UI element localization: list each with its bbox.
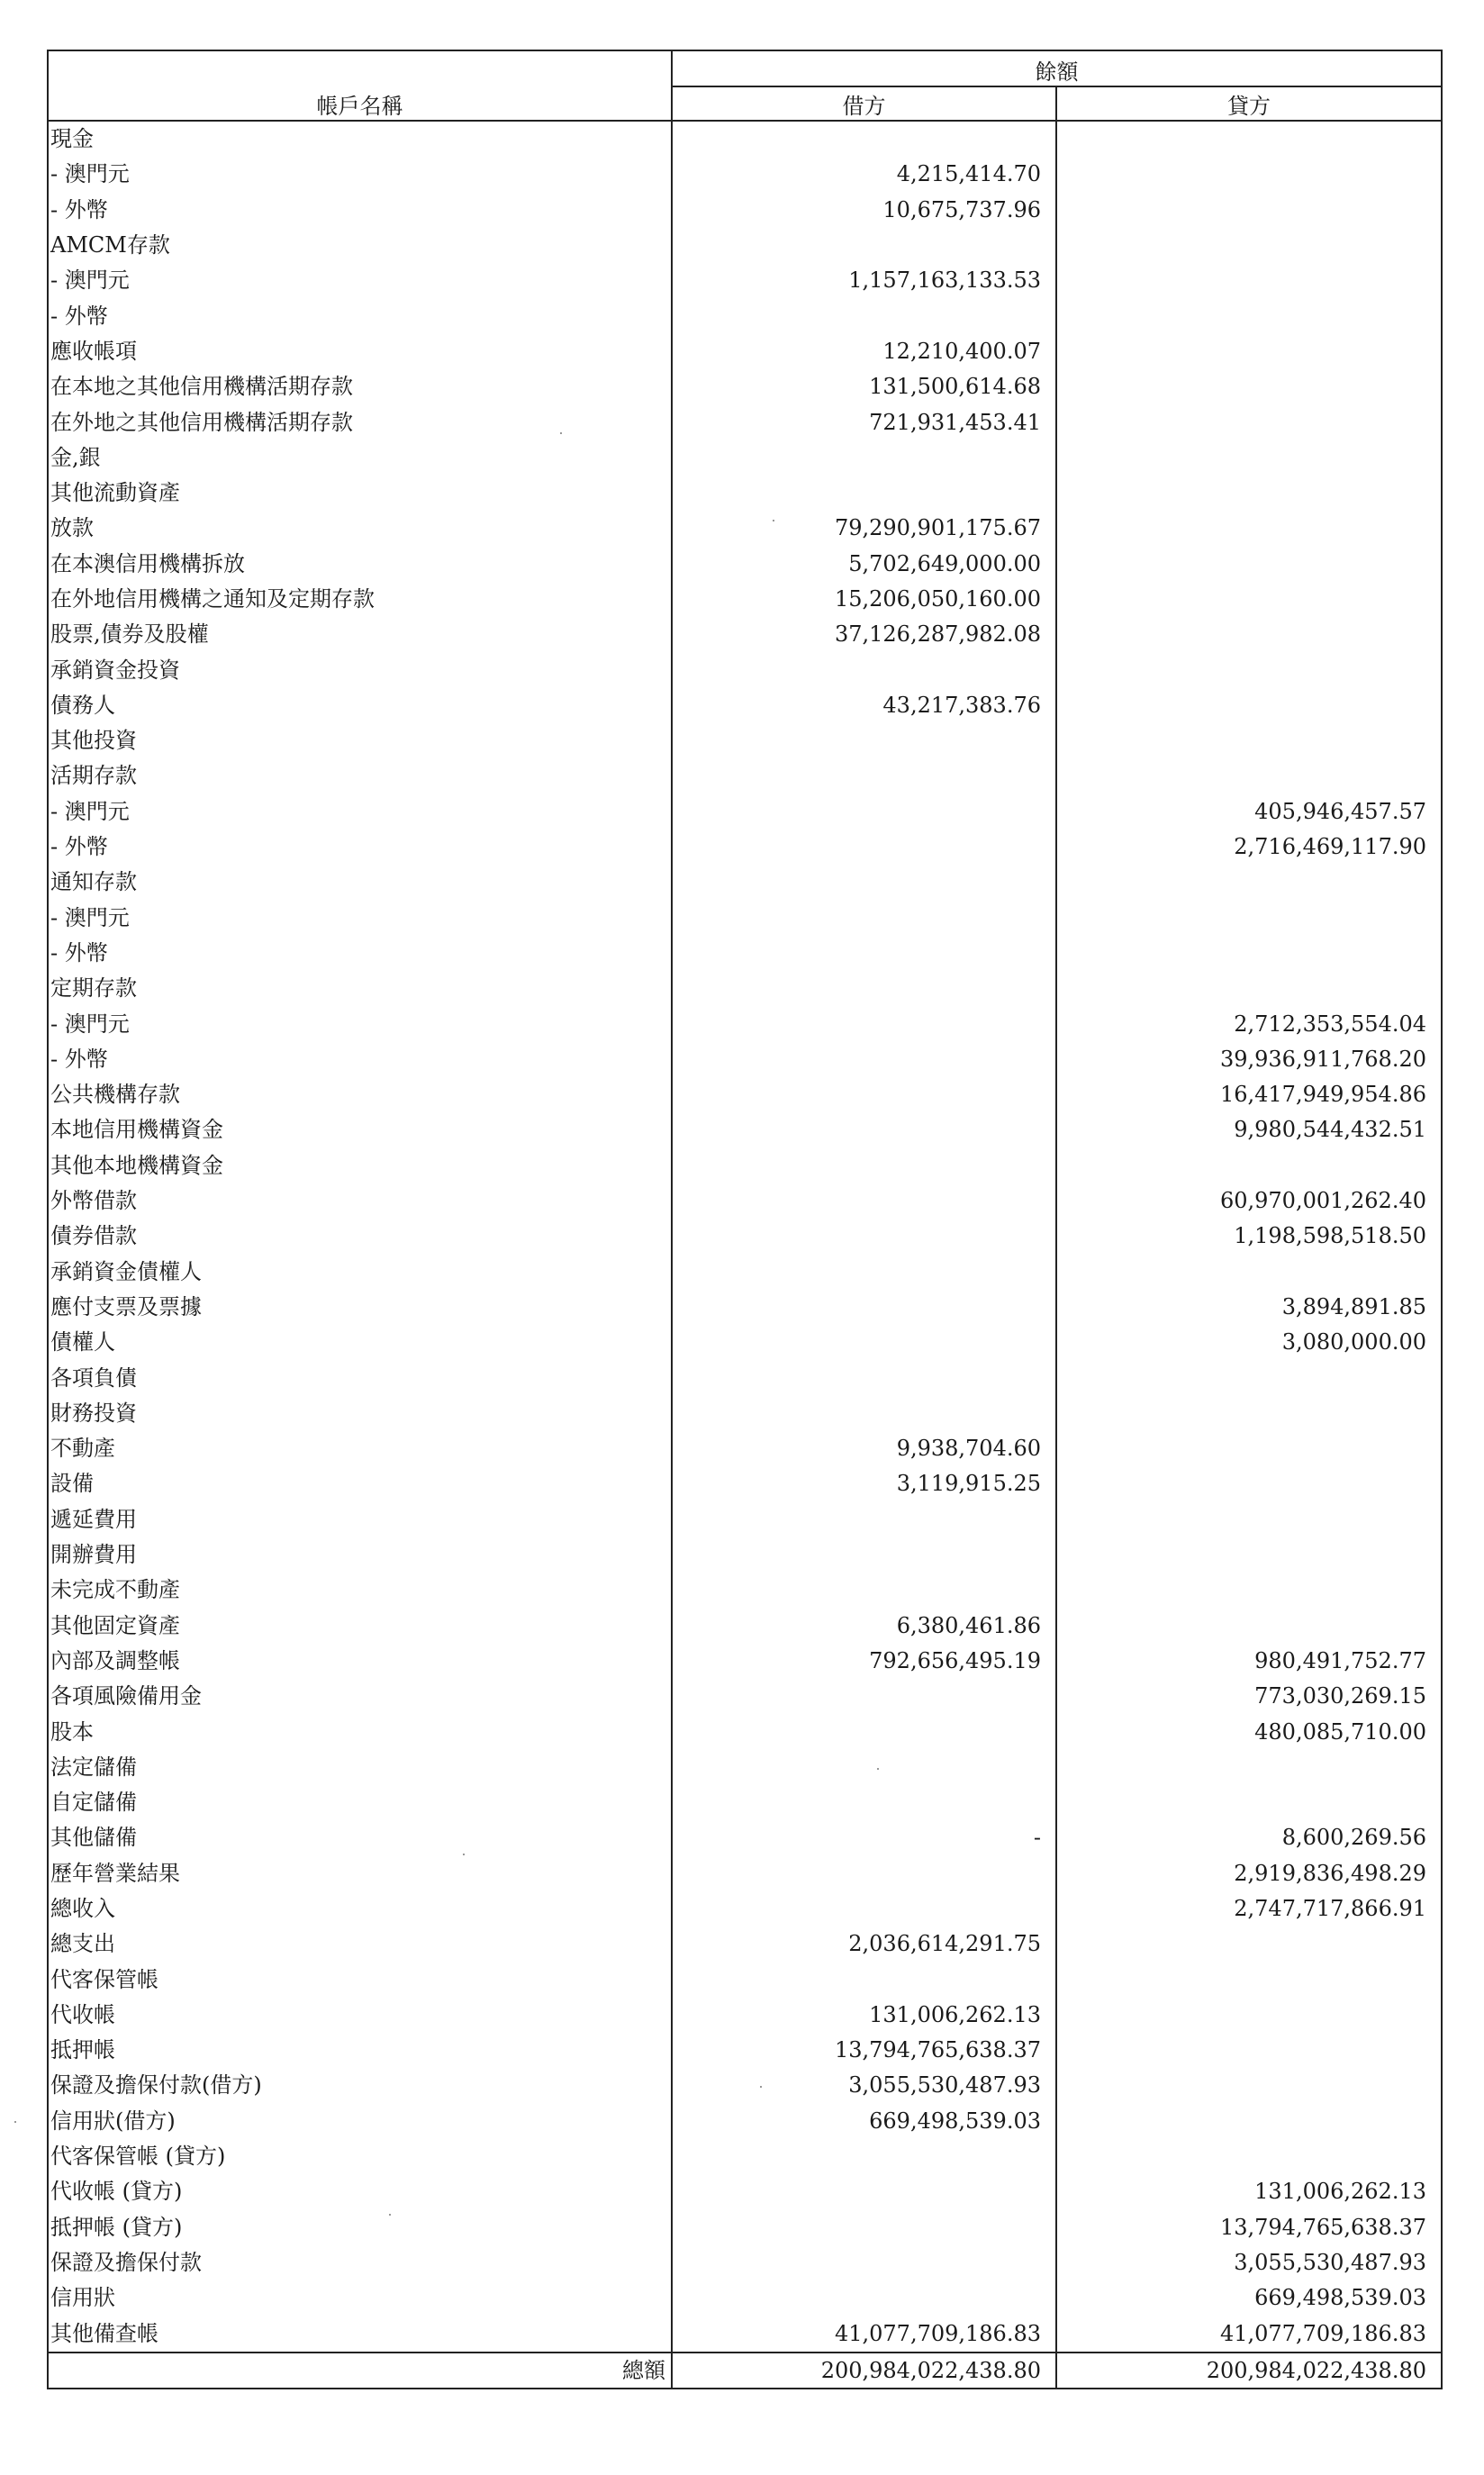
total-row xyxy=(48,2353,1442,2389)
account-name-cell: 保證及擔保付款 xyxy=(48,2245,672,2280)
credit-cell xyxy=(1056,1573,1442,1608)
table-row xyxy=(48,334,1442,369)
credit-cell xyxy=(1056,2104,1442,2139)
account-name-cell: 信用狀 xyxy=(48,2280,672,2316)
table-row xyxy=(48,971,1442,1006)
debit-cell xyxy=(672,1042,1056,1077)
account-name-cell: 歷年營業結果 xyxy=(48,1856,672,1891)
credit-cell: 480,085,710.00 xyxy=(1056,1714,1442,1749)
credit-cell: 2,712,353,554.04 xyxy=(1056,1006,1442,1041)
credit-cell xyxy=(1056,971,1442,1006)
account-name-cell: 其他儲備 xyxy=(48,1820,672,1855)
account-name-cell: 外幣借款 xyxy=(48,1183,672,1219)
debit-cell xyxy=(672,1148,1056,1183)
credit-cell xyxy=(1056,334,1442,369)
table-row xyxy=(48,794,1442,830)
credit-cell xyxy=(1056,1998,1442,2033)
credit-cell xyxy=(1056,440,1442,476)
debit-cell xyxy=(672,1112,1056,1147)
header-blank-cell xyxy=(48,50,672,86)
credit-cell xyxy=(1056,1148,1442,1183)
account-name-cell: 債權人 xyxy=(48,1325,672,1360)
table-row xyxy=(48,1396,1442,1431)
account-name-cell: 代客保管帳 xyxy=(48,1962,672,1997)
table-row xyxy=(48,157,1442,192)
table-row xyxy=(48,2068,1442,2103)
account-name-cell: 股票,債券及股權 xyxy=(48,617,672,652)
credit-cell xyxy=(1056,369,1442,404)
debit-cell xyxy=(672,476,1056,511)
credit-cell xyxy=(1056,547,1442,582)
credit-cell: 773,030,269.15 xyxy=(1056,1679,1442,1714)
account-name-cell: 總支出 xyxy=(48,1927,672,1962)
table-row xyxy=(48,298,1442,333)
header-row-top xyxy=(48,50,1442,86)
table-row xyxy=(48,723,1442,758)
debit-cell: 1,157,163,133.53 xyxy=(672,263,1056,298)
account-name-header: 帳戶名稱 xyxy=(48,86,672,121)
credit-cell xyxy=(1056,688,1442,723)
credit-cell xyxy=(1056,157,1442,192)
credit-cell xyxy=(1056,263,1442,298)
debit-cell xyxy=(672,1891,1056,1927)
table-row xyxy=(48,369,1442,404)
account-name-cell: 在外地之其他信用機構活期存款 xyxy=(48,404,672,440)
account-name-cell: 保證及擔保付款(借方) xyxy=(48,2068,672,2103)
table-row xyxy=(48,865,1442,900)
debit-cell xyxy=(672,1325,1056,1360)
credit-cell: 9,980,544,432.51 xyxy=(1056,1112,1442,1147)
table-row xyxy=(48,404,1442,440)
debit-cell xyxy=(672,1856,1056,1891)
table-row xyxy=(48,121,1442,157)
account-name-cell: AMCM存款 xyxy=(48,228,672,263)
debit-cell xyxy=(672,1714,1056,1749)
account-name-cell: 在本地之其他信用機構活期存款 xyxy=(48,369,672,404)
table-row xyxy=(48,1785,1442,1820)
trial-balance-sheet xyxy=(47,50,1441,2389)
table-row xyxy=(48,193,1442,228)
account-name-cell: 股本 xyxy=(48,1714,672,1749)
credit-cell: 980,491,752.77 xyxy=(1056,1644,1442,1679)
debit-cell: 10,675,737.96 xyxy=(672,193,1056,228)
table-row xyxy=(48,1679,1442,1714)
credit-header: 貸方 xyxy=(1056,86,1442,121)
debit-cell: 37,126,287,982.08 xyxy=(672,617,1056,652)
account-name-cell: 各項風險備用金 xyxy=(48,1679,672,1714)
scan-speck xyxy=(14,2121,16,2123)
debit-cell xyxy=(672,1537,1056,1573)
account-name-cell: 代收帳 xyxy=(48,1998,672,2033)
account-name-cell: 抵押帳 (貸方) xyxy=(48,2210,672,2245)
credit-cell xyxy=(1056,476,1442,511)
table-row xyxy=(48,2210,1442,2245)
debit-cell xyxy=(672,1360,1056,1395)
debit-cell: 669,498,539.03 xyxy=(672,2104,1056,2139)
debit-cell xyxy=(672,794,1056,830)
account-name-cell: 定期存款 xyxy=(48,971,672,1006)
account-name-cell: 不動產 xyxy=(48,1431,672,1466)
debit-cell: 43,217,383.76 xyxy=(672,688,1056,723)
table-row xyxy=(48,1219,1442,1254)
trial-balance-table xyxy=(47,50,1443,2389)
debit-cell xyxy=(672,1502,1056,1537)
table-row xyxy=(48,1431,1442,1466)
credit-cell xyxy=(1056,617,1442,652)
debit-cell xyxy=(672,1077,1056,1112)
account-name-cell: 內部及調整帳 xyxy=(48,1644,672,1679)
debit-cell: 2,036,614,291.75 xyxy=(672,1927,1056,1962)
credit-cell xyxy=(1056,1396,1442,1431)
account-name-cell: 放款 xyxy=(48,511,672,546)
credit-cell xyxy=(1056,936,1442,971)
credit-cell: 3,894,891.85 xyxy=(1056,1290,1442,1325)
account-name-cell: 承銷資金投資 xyxy=(48,652,672,687)
debit-cell xyxy=(672,830,1056,865)
debit-cell: 15,206,050,160.00 xyxy=(672,582,1056,617)
account-name-cell: 開辦費用 xyxy=(48,1537,672,1573)
table-row xyxy=(48,511,1442,546)
credit-cell: 13,794,765,638.37 xyxy=(1056,2210,1442,2245)
credit-cell: 669,498,539.03 xyxy=(1056,2280,1442,2316)
header-row-bottom xyxy=(48,86,1442,121)
debit-cell xyxy=(672,1962,1056,1997)
account-name-cell: - 澳門元 xyxy=(48,794,672,830)
credit-cell: 39,936,911,768.20 xyxy=(1056,1042,1442,1077)
debit-cell xyxy=(672,652,1056,687)
debit-cell: 131,500,614.68 xyxy=(672,369,1056,404)
credit-cell: 60,970,001,262.40 xyxy=(1056,1183,1442,1219)
account-name-cell: 各項負債 xyxy=(48,1360,672,1395)
account-name-cell: 抵押帳 xyxy=(48,2033,672,2068)
debit-cell: 9,938,704.60 xyxy=(672,1431,1056,1466)
table-row xyxy=(48,1255,1442,1290)
credit-cell xyxy=(1056,298,1442,333)
debit-cell xyxy=(672,1290,1056,1325)
table-row xyxy=(48,1927,1442,1962)
table-row xyxy=(48,1290,1442,1325)
credit-cell: 3,055,530,487.93 xyxy=(1056,2245,1442,2280)
account-name-cell: - 澳門元 xyxy=(48,1006,672,1041)
account-name-cell: 財務投資 xyxy=(48,1396,672,1431)
table-row xyxy=(48,2316,1442,2352)
table-row xyxy=(48,1962,1442,1997)
credit-cell: 1,198,598,518.50 xyxy=(1056,1219,1442,1254)
account-name-cell: - 外幣 xyxy=(48,936,672,971)
table-row xyxy=(48,617,1442,652)
debit-cell: 41,077,709,186.83 xyxy=(672,2316,1056,2352)
table-row xyxy=(48,2139,1442,2174)
account-name-cell: 在本澳信用機構拆放 xyxy=(48,547,672,582)
credit-cell xyxy=(1056,652,1442,687)
account-name-cell: 其他本地機構資金 xyxy=(48,1148,672,1183)
table-row xyxy=(48,263,1442,298)
debit-cell xyxy=(672,758,1056,793)
debit-cell xyxy=(672,121,1056,157)
credit-cell xyxy=(1056,1466,1442,1501)
table-row xyxy=(48,476,1442,511)
table-row xyxy=(48,1112,1442,1147)
credit-cell xyxy=(1056,1750,1442,1785)
debit-cell xyxy=(672,2280,1056,2316)
total-label: 總額 xyxy=(48,2353,672,2389)
credit-cell xyxy=(1056,901,1442,936)
debit-cell: 79,290,901,175.67 xyxy=(672,511,1056,546)
credit-cell xyxy=(1056,582,1442,617)
account-name-cell: 金,銀 xyxy=(48,440,672,476)
credit-cell xyxy=(1056,228,1442,263)
credit-cell xyxy=(1056,723,1442,758)
account-name-cell: 法定儲備 xyxy=(48,1750,672,1785)
table-row xyxy=(48,2104,1442,2139)
table-row xyxy=(48,1998,1442,2033)
account-name-cell: - 外幣 xyxy=(48,298,672,333)
debit-cell: 5,702,649,000.00 xyxy=(672,547,1056,582)
table-row xyxy=(48,1750,1442,1785)
credit-cell xyxy=(1056,511,1442,546)
table-row xyxy=(48,1006,1442,1041)
account-name-cell: 債券借款 xyxy=(48,1219,672,1254)
account-name-cell: 信用狀(借方) xyxy=(48,2104,672,2139)
credit-cell xyxy=(1056,865,1442,900)
debit-cell xyxy=(672,1785,1056,1820)
debit-cell xyxy=(672,298,1056,333)
credit-cell xyxy=(1056,404,1442,440)
debit-cell: 4,215,414.70 xyxy=(672,157,1056,192)
scan-speck xyxy=(560,432,562,434)
account-name-cell: 其他固定資產 xyxy=(48,1608,672,1643)
debit-cell: 131,006,262.13 xyxy=(672,1998,1056,2033)
credit-cell: 2,747,717,866.91 xyxy=(1056,1891,1442,1927)
credit-cell xyxy=(1056,2139,1442,2174)
account-name-cell: 其他流動資產 xyxy=(48,476,672,511)
debit-cell xyxy=(672,2174,1056,2209)
account-name-cell: 現金 xyxy=(48,121,672,157)
debit-cell xyxy=(672,936,1056,971)
debit-cell: 12,210,400.07 xyxy=(672,334,1056,369)
table-row xyxy=(48,2280,1442,2316)
debit-cell xyxy=(672,1573,1056,1608)
account-name-cell: - 澳門元 xyxy=(48,157,672,192)
debit-cell xyxy=(672,1679,1056,1714)
debit-cell: 6,380,461.86 xyxy=(672,1608,1056,1643)
total-credit: 200,984,022,438.80 xyxy=(1056,2353,1442,2389)
debit-cell: - xyxy=(672,1820,1056,1855)
table-row xyxy=(48,901,1442,936)
account-name-cell: 總收入 xyxy=(48,1891,672,1927)
account-name-cell: 未完成不動產 xyxy=(48,1573,672,1608)
credit-cell xyxy=(1056,1962,1442,1997)
total-debit: 200,984,022,438.80 xyxy=(672,2353,1056,2389)
table-row xyxy=(48,2245,1442,2280)
debit-cell: 721,931,453.41 xyxy=(672,404,1056,440)
account-name-cell: - 外幣 xyxy=(48,1042,672,1077)
account-name-cell: 本地信用機構資金 xyxy=(48,1112,672,1147)
credit-cell xyxy=(1056,2068,1442,2103)
debit-cell xyxy=(672,2210,1056,2245)
table-row xyxy=(48,2033,1442,2068)
account-name-cell: 債務人 xyxy=(48,688,672,723)
table-row xyxy=(48,688,1442,723)
debit-cell xyxy=(672,1750,1056,1785)
account-name-cell: - 外幣 xyxy=(48,193,672,228)
account-name-cell: 活期存款 xyxy=(48,758,672,793)
table-row xyxy=(48,936,1442,971)
table-row xyxy=(48,1466,1442,1501)
table-row xyxy=(48,1183,1442,1219)
account-name-cell: 設備 xyxy=(48,1466,672,1501)
scan-speck xyxy=(877,1768,879,1770)
credit-cell xyxy=(1056,193,1442,228)
credit-cell: 8,600,269.56 xyxy=(1056,1820,1442,1855)
scan-speck xyxy=(760,2086,762,2088)
debit-cell xyxy=(672,1006,1056,1041)
account-name-cell: 公共機構存款 xyxy=(48,1077,672,1112)
debit-cell xyxy=(672,440,1056,476)
balance-header: 餘額 xyxy=(672,50,1442,86)
table-row xyxy=(48,1148,1442,1183)
table-row xyxy=(48,1891,1442,1927)
credit-cell xyxy=(1056,121,1442,157)
table-row xyxy=(48,1325,1442,1360)
table-row xyxy=(48,830,1442,865)
account-name-cell: 在外地信用機構之通知及定期存款 xyxy=(48,582,672,617)
account-name-cell: - 澳門元 xyxy=(48,901,672,936)
debit-cell xyxy=(672,1255,1056,1290)
account-rows xyxy=(48,121,1442,2353)
table-row xyxy=(48,440,1442,476)
credit-cell xyxy=(1056,1360,1442,1395)
table-row xyxy=(48,582,1442,617)
scan-speck xyxy=(389,2214,391,2216)
table-row xyxy=(48,2174,1442,2209)
debit-cell xyxy=(672,865,1056,900)
table-row xyxy=(48,1644,1442,1679)
account-name-cell: - 澳門元 xyxy=(48,263,672,298)
debit-cell: 13,794,765,638.37 xyxy=(672,2033,1056,2068)
account-name-cell: 自定儲備 xyxy=(48,1785,672,1820)
credit-cell: 16,417,949,954.86 xyxy=(1056,1077,1442,1112)
credit-cell xyxy=(1056,1608,1442,1643)
table-row xyxy=(48,1077,1442,1112)
debit-cell xyxy=(672,1219,1056,1254)
account-name-cell: 遞延費用 xyxy=(48,1502,672,1537)
account-name-cell: - 外幣 xyxy=(48,830,672,865)
table-row xyxy=(48,1856,1442,1891)
debit-cell xyxy=(672,228,1056,263)
table-row xyxy=(48,1714,1442,1749)
account-name-cell: 應付支票及票據 xyxy=(48,1290,672,1325)
table-row xyxy=(48,1042,1442,1077)
table-row xyxy=(48,1608,1442,1643)
credit-cell xyxy=(1056,1502,1442,1537)
debit-cell: 3,119,915.25 xyxy=(672,1466,1056,1501)
table-row xyxy=(48,1573,1442,1608)
debit-cell xyxy=(672,2245,1056,2280)
credit-cell: 41,077,709,186.83 xyxy=(1056,2316,1442,2352)
debit-cell xyxy=(672,1183,1056,1219)
scan-speck xyxy=(773,520,774,521)
debit-header: 借方 xyxy=(672,86,1056,121)
account-name-cell: 承銷資金債權人 xyxy=(48,1255,672,1290)
table-row xyxy=(48,1502,1442,1537)
credit-cell: 405,946,457.57 xyxy=(1056,794,1442,830)
debit-cell: 792,656,495.19 xyxy=(672,1644,1056,1679)
table-row xyxy=(48,652,1442,687)
debit-cell xyxy=(672,971,1056,1006)
account-name-cell: 代收帳 (貸方) xyxy=(48,2174,672,2209)
credit-cell xyxy=(1056,1785,1442,1820)
debit-cell xyxy=(672,1396,1056,1431)
debit-cell xyxy=(672,723,1056,758)
table-row xyxy=(48,1360,1442,1395)
credit-cell xyxy=(1056,758,1442,793)
debit-cell xyxy=(672,2139,1056,2174)
credit-cell: 131,006,262.13 xyxy=(1056,2174,1442,2209)
table-row xyxy=(48,1537,1442,1573)
credit-cell: 2,919,836,498.29 xyxy=(1056,1856,1442,1891)
account-name-cell: 通知存款 xyxy=(48,865,672,900)
table-row xyxy=(48,228,1442,263)
credit-cell xyxy=(1056,1431,1442,1466)
account-name-cell: 代客保管帳 (貸方) xyxy=(48,2139,672,2174)
credit-cell xyxy=(1056,1255,1442,1290)
account-name-cell: 其他投資 xyxy=(48,723,672,758)
scan-speck xyxy=(463,1854,465,1855)
credit-cell xyxy=(1056,1537,1442,1573)
credit-cell xyxy=(1056,1927,1442,1962)
credit-cell: 2,716,469,117.90 xyxy=(1056,830,1442,865)
account-name-cell: 應收帳項 xyxy=(48,334,672,369)
table-row xyxy=(48,547,1442,582)
account-name-cell: 其他備查帳 xyxy=(48,2316,672,2352)
debit-cell xyxy=(672,901,1056,936)
debit-cell: 3,055,530,487.93 xyxy=(672,2068,1056,2103)
table-row xyxy=(48,1820,1442,1855)
credit-cell: 3,080,000.00 xyxy=(1056,1325,1442,1360)
table-row xyxy=(48,758,1442,793)
credit-cell xyxy=(1056,2033,1442,2068)
